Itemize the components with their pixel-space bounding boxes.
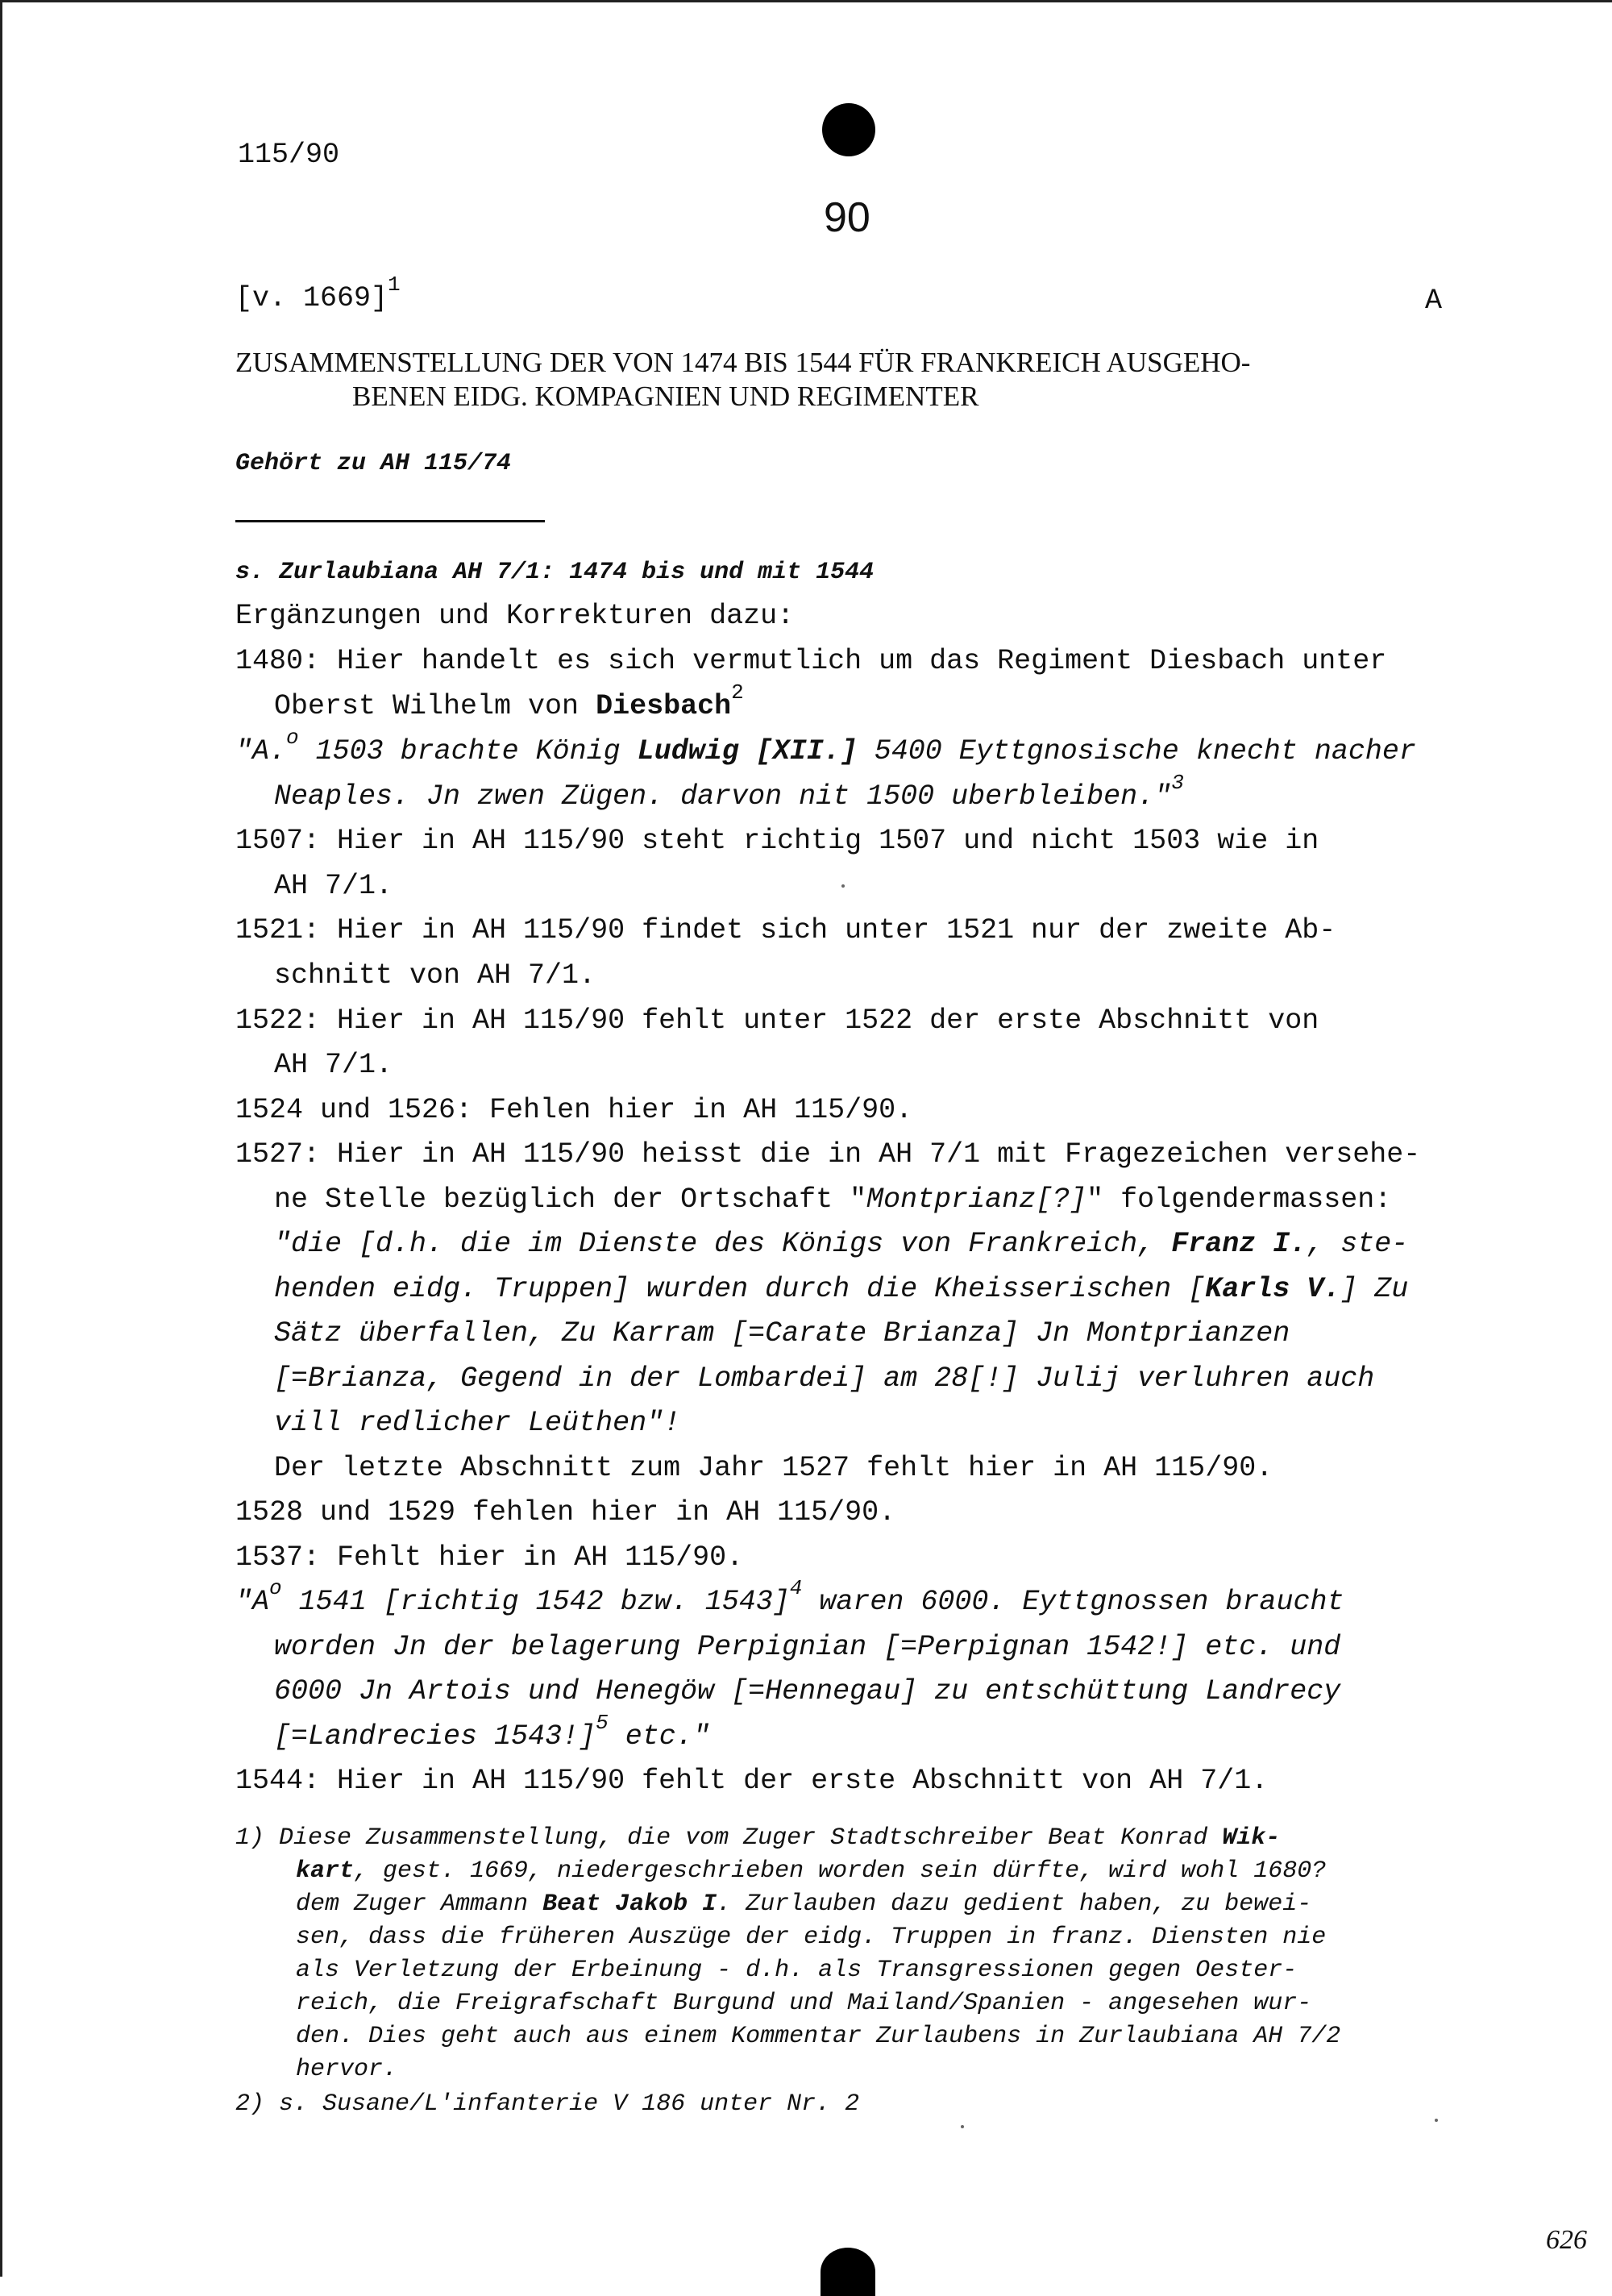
date-note: [v. 1669]$^1$ bbox=[235, 272, 401, 314]
footnote-1-cont: den. Dies geht auch aus einem Kommentar Zurlaubens in Zurlaubiana AH 7/2 bbox=[296, 2023, 1341, 2050]
entry-1521-cont: schnitt von AH 7/1. bbox=[274, 959, 596, 992]
entry-1528-1529: 1528 und 1529 fehlen hier in AH 115/90. bbox=[235, 1496, 896, 1529]
entry-1521: 1521: Hier in AH 115/90 findet sich unter 1521 nur der zweite Ab- bbox=[235, 914, 1336, 946]
entry-1527-cont: ne Stelle bezüglich der Ortschaft "Montprianz[?]" folgendermassen: bbox=[274, 1183, 1392, 1216]
archive-signature: 115/90 bbox=[238, 139, 340, 171]
quote-1541-cont: worden Jn der belagerung Perpignian [=Perpignan 1542!] etc. und bbox=[274, 1631, 1341, 1663]
entry-1537: 1537: Fehlt hier in AH 115/90. bbox=[235, 1541, 744, 1574]
entry-1522: 1522: Hier in AH 115/90 fehlt unter 1522 der erste Abschnitt von bbox=[235, 1004, 1319, 1037]
entry-1524-1526: 1524 und 1526: Fehlen hier in AH 115/90. bbox=[235, 1094, 913, 1126]
footnote-1-cont: als Verletzung der Erbeinung - d.h. als Transgressionen gegen Oester- bbox=[296, 1957, 1298, 1984]
punch-hole-mark-bottom bbox=[821, 2248, 875, 2296]
section-letter: A bbox=[1425, 285, 1443, 317]
quote-1541-cont: 6000 Jn Artois und Henegöw [=Hennegau] zu entschüttung Landrecy bbox=[274, 1675, 1341, 1707]
handwritten-folio-number: 626 bbox=[1546, 2225, 1587, 2255]
separator-rule bbox=[235, 520, 545, 522]
quote-1503-cont: Neaples. Jn zwen Zügen. darvon nit 1500 uberbleiben."$^3$ bbox=[274, 771, 1184, 813]
entry-1507: 1507: Hier in AH 115/90 steht richtig 1507 und nicht 1503 wie in bbox=[235, 825, 1319, 857]
page-title: ZUSAMMENSTELLUNG DER VON 1474 BIS 1544 FÜR FRANKREICH AUSGEHO- bbox=[235, 347, 1251, 378]
quote-1527-cont: [=Brianza, Gegend in der Lombardei] am 28[!] Julij verluhren auch bbox=[274, 1362, 1375, 1395]
entry-1527-last: Der letzte Abschnitt zum Jahr 1527 fehlt hier in AH 115/90. bbox=[274, 1452, 1273, 1484]
belongs-to-note: Gehört zu AH 115/74 bbox=[235, 450, 512, 477]
quote-1541: "$A^o$ 1541 [richtig 1542 bzw. 1543]$^4$ waren 6000. Eyttgnossen braucht bbox=[235, 1576, 1344, 1618]
quote-1503: "A.$^o$ 1503 brachte König Ludwig [XII.] 5400 Eyttgnosische knecht nacher bbox=[235, 726, 1416, 767]
footnote-1-cont: sen, dass die früheren Auszüge der eidg. Truppen in franz. Diensten nie bbox=[296, 1924, 1327, 1951]
footnote-1-cont: kart, gest. 1669, niedergeschrieben worden sein dürfte, wird wohl 1680? bbox=[296, 1857, 1327, 1885]
entry-1544: 1544: Hier in AH 115/90 fehlt der erste Abschnitt von AH 7/1. bbox=[235, 1765, 1269, 1797]
footnote-1-cont: hervor. bbox=[296, 2056, 398, 2083]
body-line: Ergänzungen und Korrekturen dazu: bbox=[235, 600, 795, 632]
entry-1480-cont: Oberst Wilhelm von Diesbach$^2$ bbox=[274, 680, 744, 722]
footnote-1: 1) Diese Zusammenstellung, die vom Zuger Stadtschreiber Beat Konrad Wik- bbox=[235, 1824, 1281, 1852]
quote-1527-cont: vill redlicher Leüthen"! bbox=[274, 1407, 681, 1439]
punch-hole-mark bbox=[822, 103, 875, 156]
page-title-continued: BENEN EIDG. KOMPAGNIEN UND REGIMENTER bbox=[352, 381, 979, 412]
entry-1527: 1527: Hier in AH 115/90 heisst die in AH 7/1 mit Fragezeichen versehe- bbox=[235, 1138, 1421, 1171]
footnote-2: 2) s. Susane/L'infanterie V 186 unter Nr. 2 bbox=[235, 2090, 860, 2118]
page-number: 90 bbox=[824, 194, 870, 241]
footnote-1-cont: reich, die Freigrafschaft Burgund und Mailand/Spanien - angesehen wur- bbox=[296, 1990, 1312, 2017]
scan-speck bbox=[1435, 2119, 1438, 2122]
entry-1507-cont: AH 7/1. bbox=[274, 870, 393, 902]
quote-1541-cont: [=Landrecies 1543!]$^5$ etc." bbox=[274, 1711, 710, 1753]
entry-1522-cont: AH 7/1. bbox=[274, 1049, 393, 1081]
quote-1527-cont: Sätz überfallen, Zu Karram [=Carate Brianza] Jn Montprianzen bbox=[274, 1317, 1290, 1350]
scan-speck bbox=[841, 884, 845, 888]
scan-speck bbox=[961, 2125, 964, 2128]
reference-line: s. Zurlaubiana AH 7/1: 1474 bis und mit 1544 bbox=[235, 559, 875, 586]
entry-1480: 1480: Hier handelt es sich vermutlich um das Regiment Diesbach unter bbox=[235, 645, 1387, 677]
quote-1527: "die [d.h. die im Dienste des Königs von Frankreich, Franz I., ste- bbox=[274, 1228, 1409, 1260]
quote-1527-cont: henden eidg. Truppen] wurden durch die Kheisserischen [Karls V.] Zu bbox=[274, 1273, 1409, 1305]
footnote-1-cont: dem Zuger Ammann Beat Jakob I. Zurlauben dazu gedient haben, zu bewei- bbox=[296, 1890, 1312, 1918]
